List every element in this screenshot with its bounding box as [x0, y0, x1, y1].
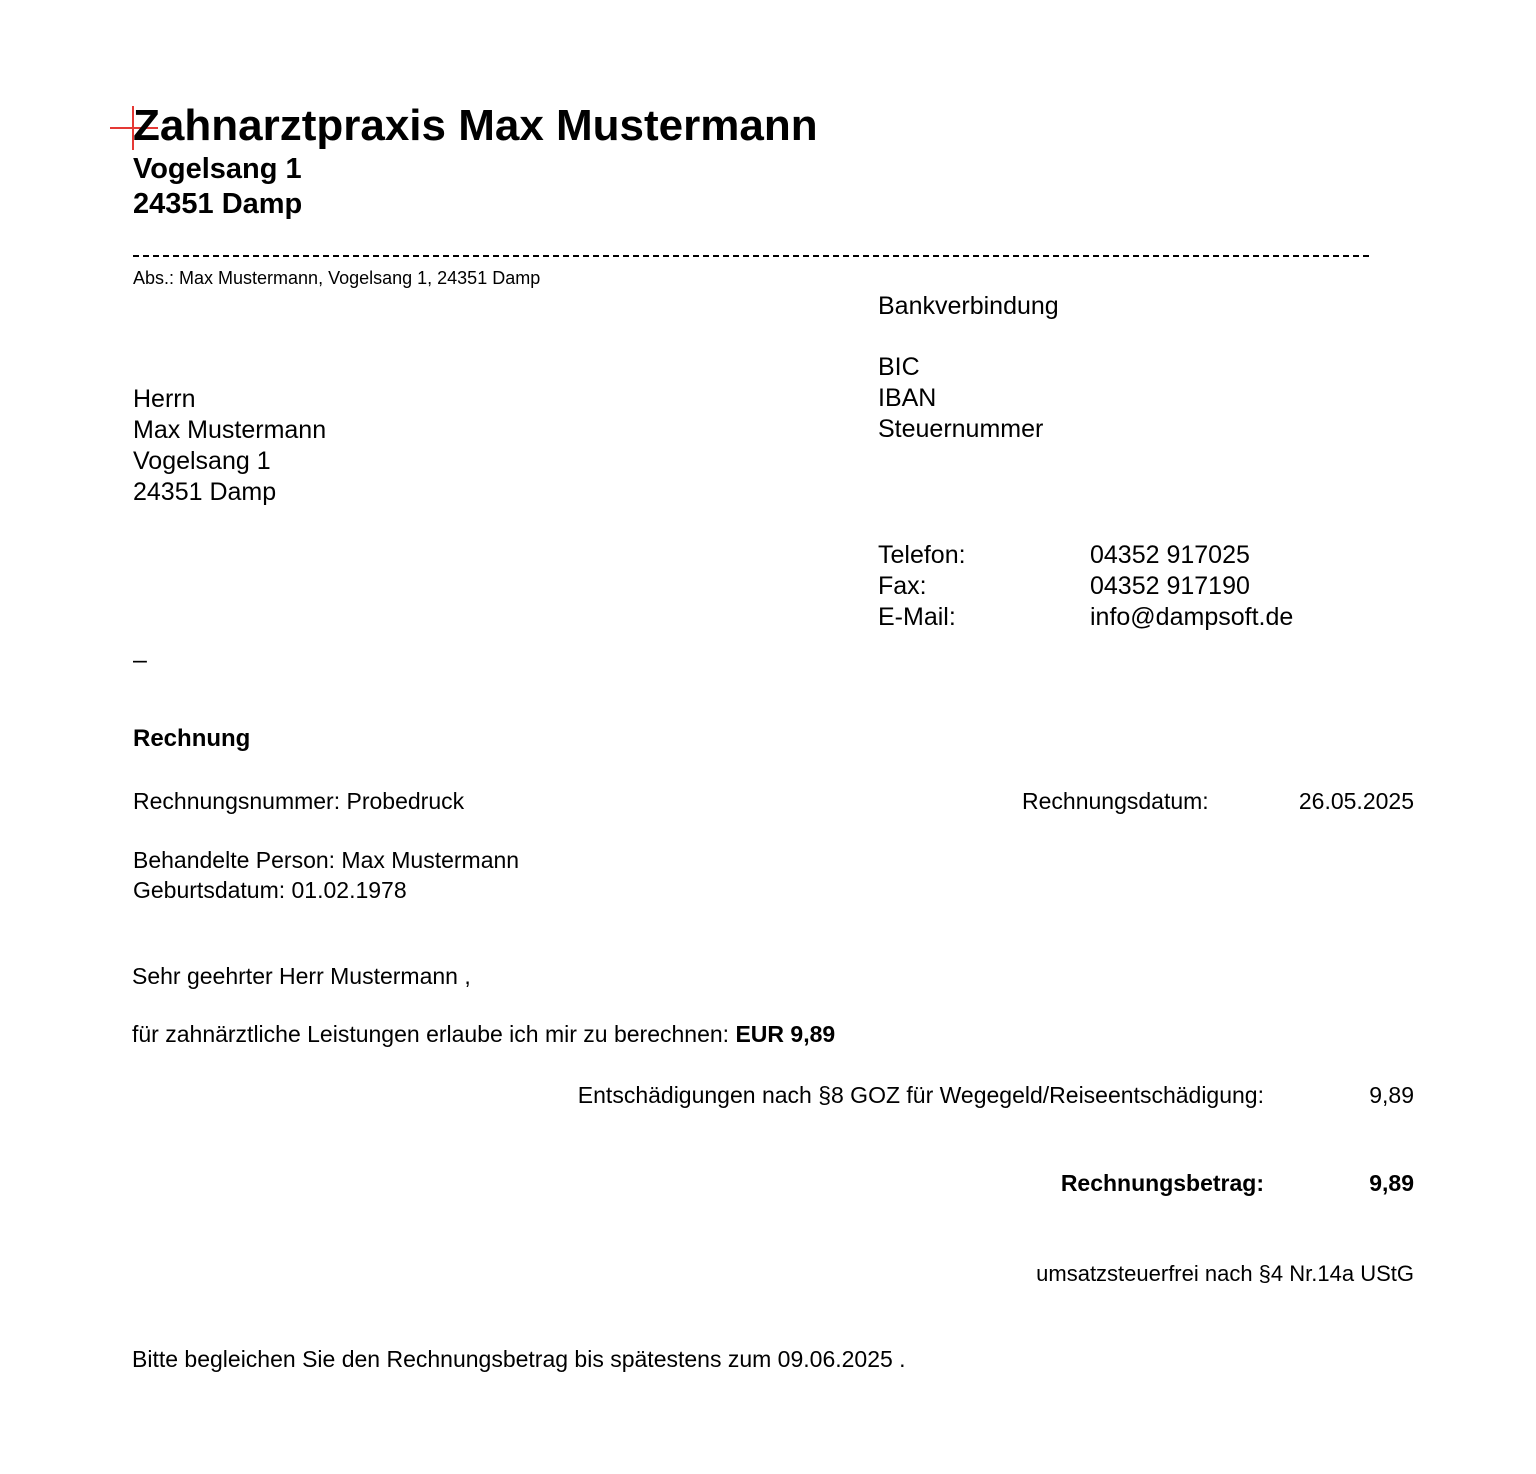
tax-exemption-note: umsatzsteuerfrei nach §4 Nr.14a UStG: [1036, 1261, 1414, 1286]
bank-details: [878, 352, 1043, 445]
recipient-street: Vogelsang 1: [133, 447, 271, 475]
payment-request: Bitte begleichen Sie den Rechnungsbetrag bis spätestens zum 09.06.2025 .: [132, 1346, 906, 1372]
tax-number-label: Steuernummer: [878, 415, 1044, 443]
recipient-name: Max Mustermann: [133, 416, 327, 444]
phone-value: 04352 917025: [1090, 541, 1250, 569]
patient-info: [133, 845, 519, 905]
line-item-value: 9,89: [1369, 1082, 1414, 1108]
recipient-address: [133, 384, 326, 508]
fax-label: Fax:: [878, 572, 927, 600]
email-label: E-Mail:: [878, 603, 956, 631]
recipient-city: 24351 Damp: [133, 478, 277, 506]
birth-date: Geburtsdatum: 01.02.1978: [133, 877, 407, 903]
header-separator: [133, 255, 1369, 257]
contact-values: [1090, 540, 1293, 633]
phone-label: Telefon:: [878, 541, 966, 569]
sender-line: Abs.: Max Mustermann, Vogelsang 1, 24351 Damp: [133, 268, 541, 288]
bic-label: BIC: [878, 353, 920, 381]
total-value: 9,89: [1369, 1170, 1414, 1196]
letter-salutation: Sehr geehrter Herr Mustermann ,: [132, 963, 471, 989]
invoice-number: Rechnungsnummer: Probedruck: [133, 788, 465, 814]
treated-person: Behandelte Person: Max Mustermann: [133, 847, 520, 873]
practice-name: Zahnarztpraxis Max Mustermann: [133, 101, 818, 150]
practice-city: 24351 Damp: [133, 188, 303, 220]
line-item-label: Entschädigungen nach §8 GOZ für Wegegeld/Reiseentschädigung:: [577, 1082, 1264, 1108]
bank-title: Bankverbindung: [878, 292, 1059, 320]
total-label: Rechnungsbetrag:: [1060, 1170, 1264, 1196]
recipient-salutation: Herrn: [133, 385, 196, 413]
invoice-date-value: 26.05.2025: [1298, 788, 1414, 814]
invoice-title: Rechnung: [133, 725, 251, 752]
fold-mark: –: [133, 646, 147, 674]
iban-label: IBAN: [878, 384, 937, 412]
intro-amount: EUR 9,89: [735, 1021, 836, 1047]
letter-intro: [132, 1019, 835, 1049]
invoice-date-label: Rechnungsdatum:: [1022, 788, 1209, 814]
email-value: info@dampsoft.de: [1090, 603, 1294, 631]
fax-value: 04352 917190: [1090, 572, 1250, 600]
intro-text: für zahnärztliche Leistungen erlaube ich mir zu berechnen:: [132, 1021, 736, 1047]
practice-street: Vogelsang 1: [133, 153, 302, 185]
contact-labels: [878, 540, 966, 633]
